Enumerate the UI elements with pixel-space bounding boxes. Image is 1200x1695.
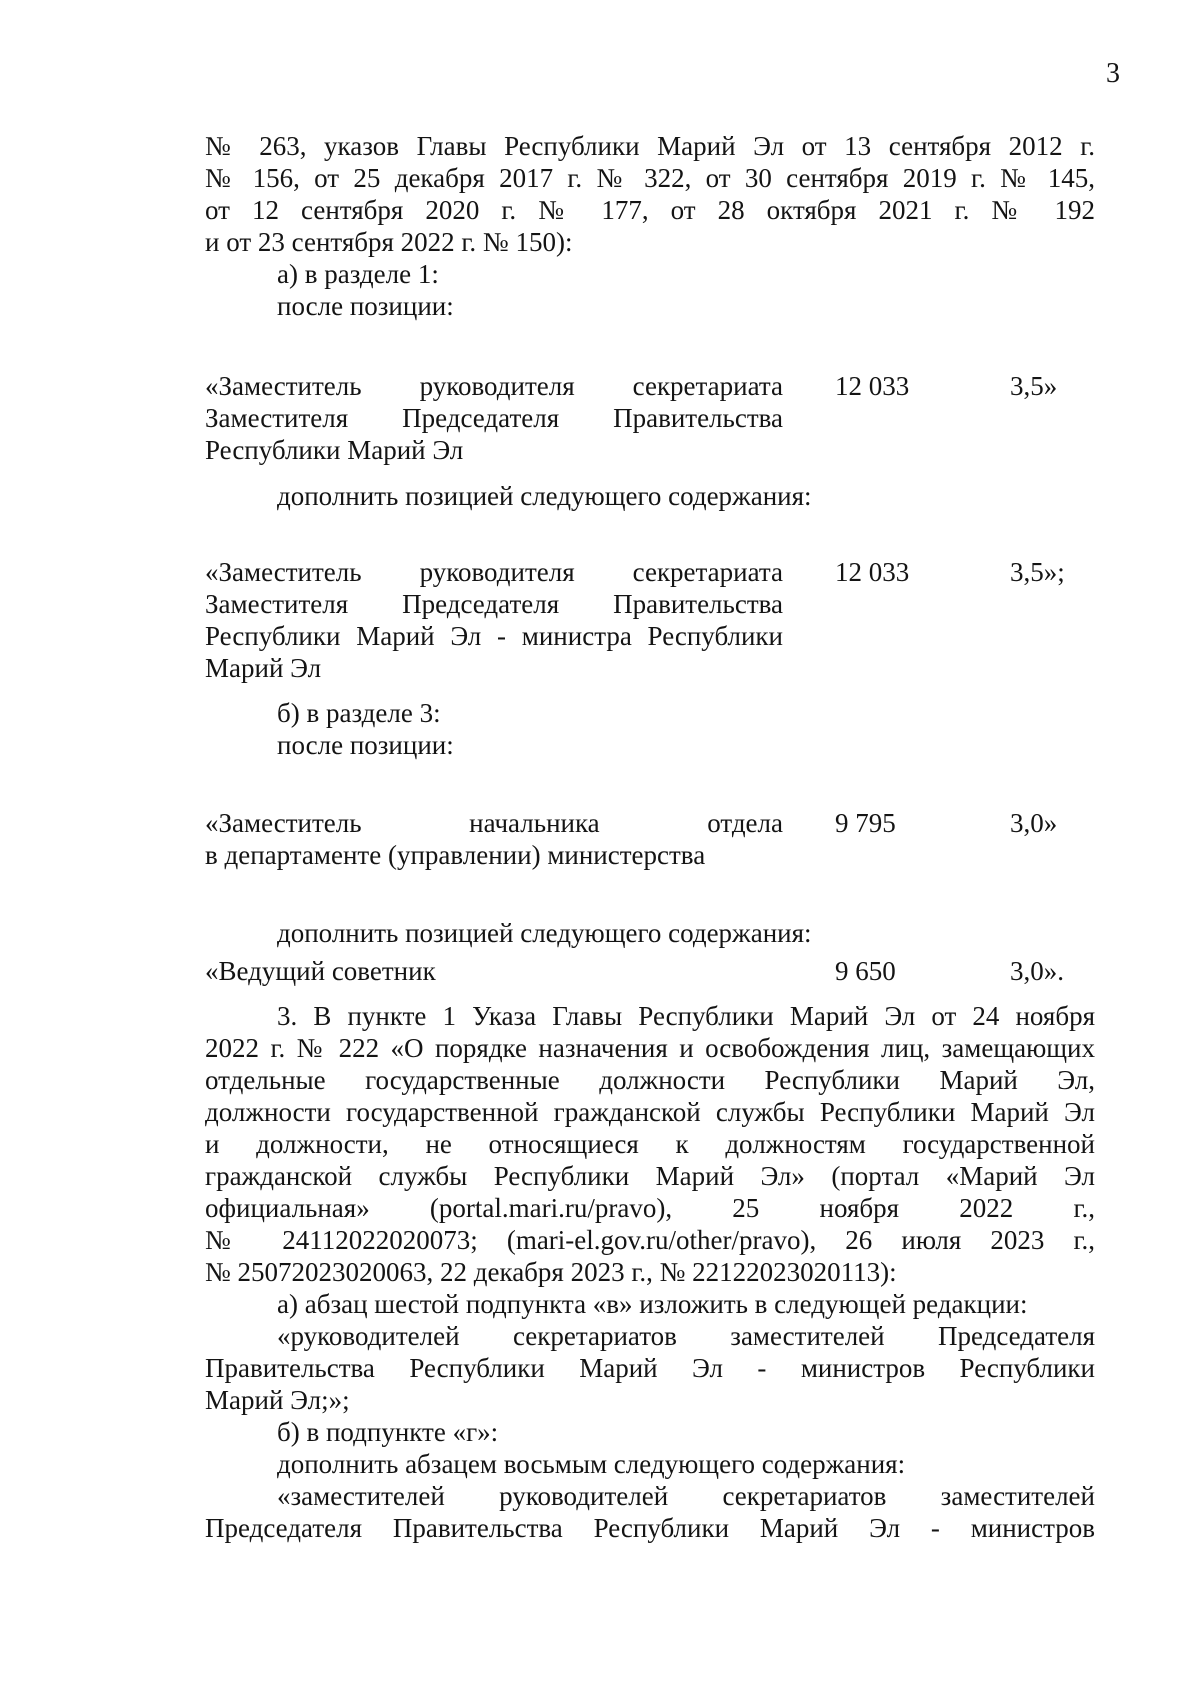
text-line: 3. В пункте 1 Указа Главы Республики Марий Эл от 24 ноября [277,1001,1095,1031]
item-a: а) абзац шестой подпункта «в» изложить в следующей редакции: [277,1289,1028,1319]
supplement-instruction-1 [205,480,1095,512]
text-line: Марий Эл;»; [205,1385,350,1415]
position-salary: 9 650 [835,956,896,986]
text-line: в департаменте (управлении) министерства [205,840,706,870]
text-line: «заместителей руководителей секретариатов заместителей [277,1481,1095,1511]
item-b: б) в подпункте «г»: [277,1417,499,1447]
text-line: № 24112022020073; (mari-el.gov.ru/other/pravo), 26 июля 2023 г., [205,1225,1095,1255]
text-line: «Заместитель руководителя секретариата [205,557,783,587]
text-line: дополнить позицией следующего содержания: [277,918,812,948]
text-line: Правительства Республики Марий Эл - министров Республики [205,1353,1095,1383]
position-coefficient: 3,0» [1010,808,1058,838]
position-title [205,370,783,466]
text-line: должности государственной гражданской службы Республики Марий Эл [205,1097,1095,1127]
position-salary: 12 033 [835,557,910,587]
text-line: гражданской службы Республики Марий Эл» (портал «Марий Эл [205,1161,1095,1191]
text-line: Заместителя Председателя Правительства [205,403,783,433]
after-position-label: после позиции: [277,291,454,321]
text-line: Марий Эл [205,653,322,683]
text-line: Республики Марий Эл [205,435,464,465]
text-line: Заместителя Председателя Правительства [205,589,783,619]
paragraph-3 [205,1000,1095,1544]
position-title [205,807,783,871]
item-b-action: дополнить абзацем восьмым следующего содержания: [277,1449,906,1479]
text-line: № 25072023020063, 22 декабря 2023 г., № 22122023020113): [205,1257,897,1287]
position-coefficient: 3,5»; [1010,557,1065,587]
text-line: Республики Марий Эл - министра Республики [205,621,783,651]
position-coefficient: 3,5» [1010,371,1058,401]
subitem-a-heading: а) в разделе 1: [277,259,439,289]
subitem-b [205,697,1095,761]
after-position-label: после позиции: [277,730,454,760]
text-line: от 12 сентября 2020 г. № 177, от 28 октября 2021 г. № 192 [205,195,1095,225]
supplement-instruction-2 [205,917,1095,949]
text-line: «руководителей секретариатов заместителей Председателя [277,1321,1095,1351]
page-number: 3 [1106,58,1120,89]
position-salary: 12 033 [835,371,910,401]
text-line: и от 23 сентября 2022 г. № 150): [205,227,573,257]
position-salary: 9 795 [835,808,896,838]
text-line: дополнить позицией следующего содержания: [277,481,812,511]
text-line: Председателя Правительства Республики Марий Эл - министров [205,1513,1095,1543]
position-title [205,955,783,987]
subitem-b-heading: б) в разделе 3: [277,698,441,728]
text-line: «Ведущий советник [205,956,436,986]
text-line: «Заместитель начальника отдела [205,808,783,838]
text-line: № 156, от 25 декабря 2017 г. № 322, от 30 сентября 2019 г. № 145, [205,163,1095,193]
text-line: 2022 г. № 222 «О порядке назначения и освобождения лиц, замещающих [205,1033,1095,1063]
position-coefficient: 3,0». [1010,956,1064,986]
text-line: № 263, указов Главы Республики Марий Эл от 13 сентября 2012 г. [205,131,1095,161]
text-line: и должности, не относящиеся к должностям государственной [205,1129,1095,1159]
text-line: «Заместитель руководителя секретариата [205,371,783,401]
text-line: официальная» (portal.mari.ru/pravo), 25 ноября 2022 г., [205,1193,1095,1223]
intro-paragraph [205,130,1095,322]
position-title [205,556,783,684]
text-line: отдельные государственные должности Республики Марий Эл, [205,1065,1095,1095]
